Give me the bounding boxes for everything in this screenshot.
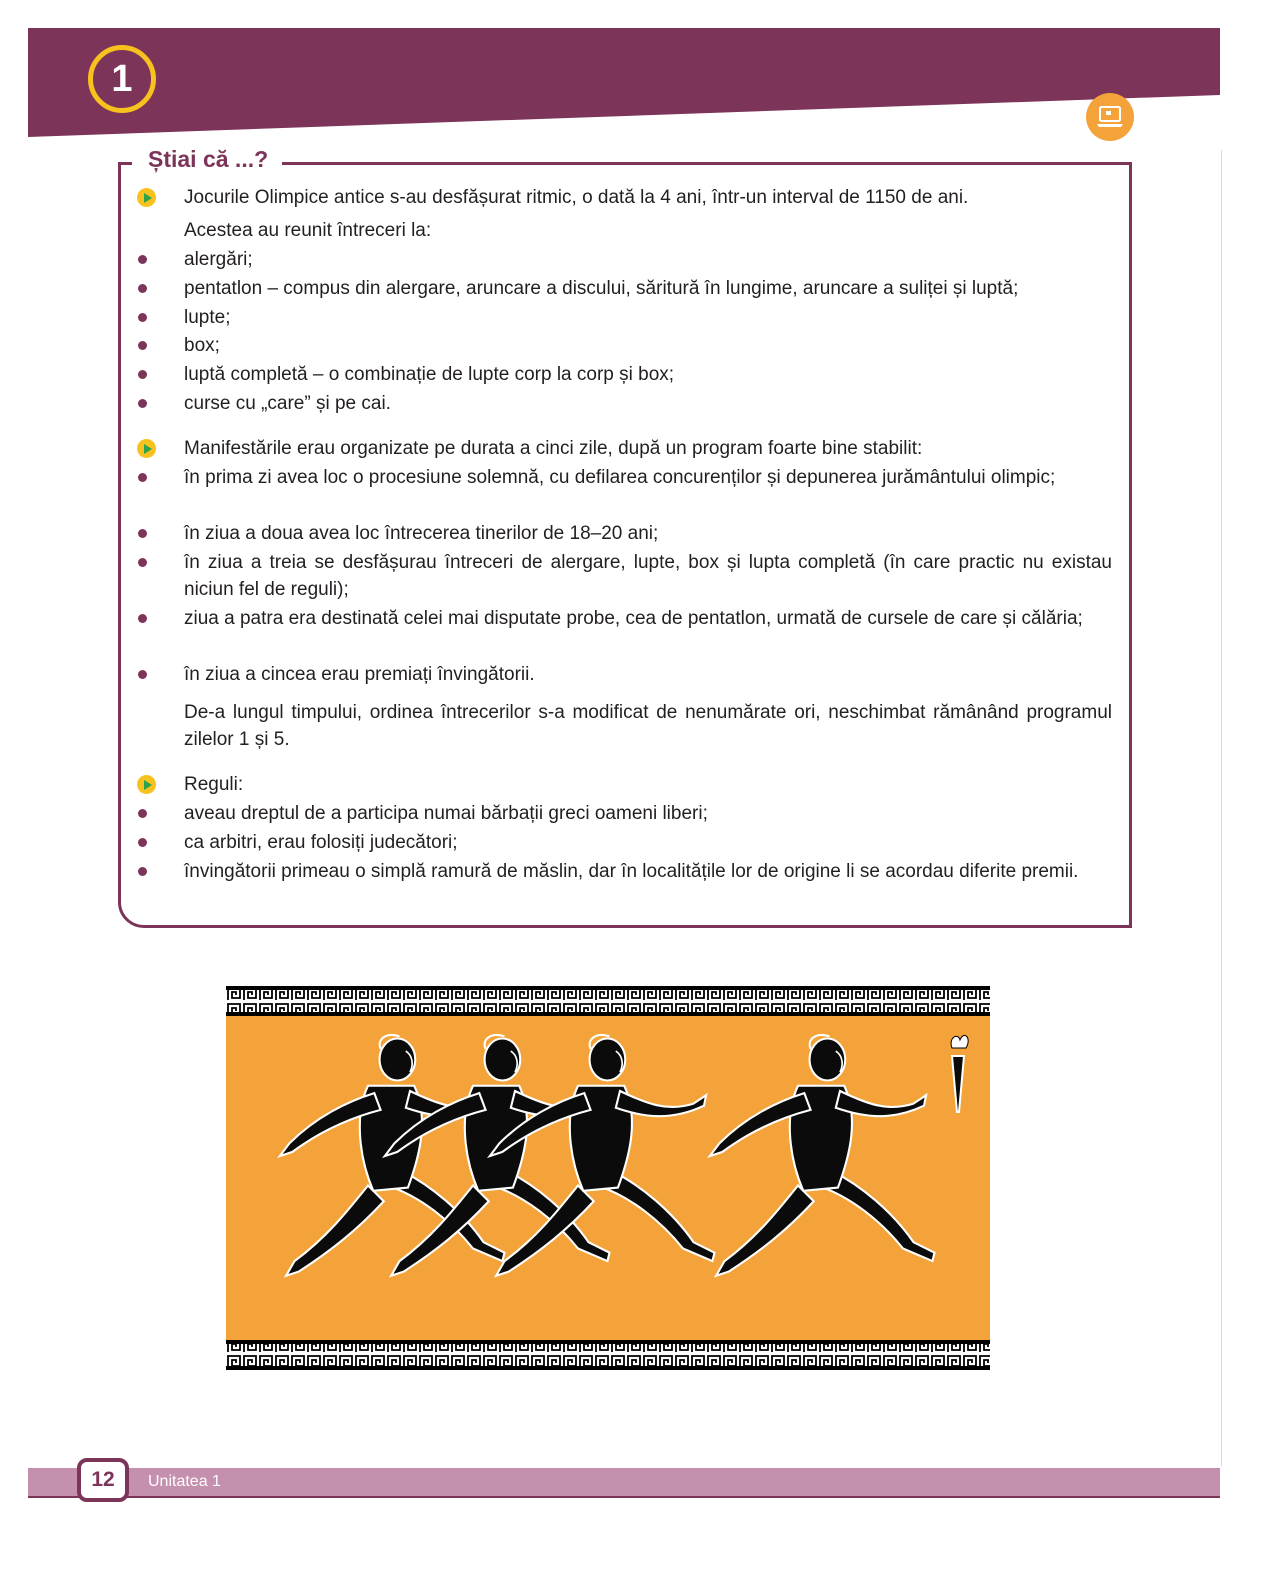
bullet-icon: [138, 341, 147, 350]
box-title-tick: [118, 162, 132, 165]
list-item: box;: [184, 335, 220, 356]
list-item: în ziua a treia se desfășurau întreceri de alergare, lupte, box și lupta completă (în care practic nu existau niciun fel de reguli);: [184, 552, 1112, 600]
list-item: alergări;: [184, 249, 253, 270]
paragraph: Reguli:: [184, 774, 244, 795]
greek-runners-illustration: [226, 986, 990, 1370]
list-item: aveau dreptul de a participa numai bărbații greci oameni liberi;: [184, 803, 708, 824]
unit-label: Unitatea 1: [148, 1473, 221, 1490]
bullet-icon: [138, 529, 147, 538]
list-item: ca arbitri, erau folosiți judecători;: [184, 832, 458, 853]
list-item: lupte;: [184, 307, 231, 328]
paragraph: Acestea au reunit întreceri la:: [184, 220, 432, 241]
page-margin-rule: [1221, 150, 1222, 1466]
footer-line: [28, 1496, 1220, 1498]
bullet-icon: [138, 670, 147, 679]
page-number: 12: [77, 1458, 129, 1502]
box-title: Știai că ...?: [132, 145, 282, 173]
paragraph: Jocurile Olimpice antice s-au desfășurat ritmic, o dată la 4 ani, într-un interval de 1150 de ani.: [184, 187, 969, 208]
list-item: ziua a patra era destinată celei mai disputate probe, cea de pentatlon, urmată de cursele de care și călăria;: [184, 608, 1083, 629]
bullet-icon: [138, 284, 147, 293]
list-item: în ziua a doua avea loc întrecerea tinerilor de 18–20 ani;: [184, 523, 659, 544]
bullet-icon: [138, 473, 147, 482]
play-bullet-icon: [137, 188, 156, 207]
unit-number-badge: 1: [88, 45, 156, 113]
bullet-icon: [138, 558, 147, 567]
list-item: pentatlon – compus din alergare, aruncare a discului, săritură în lungime, aruncare a suliței și luptă;: [184, 278, 1019, 299]
laptop-icon: [1086, 93, 1134, 141]
play-bullet-icon: [137, 439, 156, 458]
bullet-icon: [138, 399, 147, 408]
paragraph: De-a lungul timpului, ordinea întrecerilor s-a modificat de nenumărate ori, neschimbat rămânând programul zilelor 1 și 5.: [184, 702, 1112, 750]
header-band: [0, 0, 1270, 150]
list-item: în prima zi avea loc o procesiune solemnă, cu defilarea concurenților și depunerea jurământului olimpic;: [184, 467, 1056, 488]
list-item: în ziua a cincea erau premiați învingătorii.: [184, 664, 535, 685]
play-bullet-icon: [137, 775, 156, 794]
bullet-icon: [138, 614, 147, 623]
list-item: curse cu „care” și pe cai.: [184, 393, 391, 414]
bullet-icon: [138, 370, 147, 379]
bullet-icon: [138, 867, 147, 876]
bullet-icon: [138, 838, 147, 847]
bullet-icon: [138, 809, 147, 818]
list-item: învingătorii primeau o simplă ramură de măslin, dar în localitățile lor de origine li se acordau diferite premii.: [184, 861, 1079, 882]
bullet-icon: [138, 313, 147, 322]
bullet-icon: [138, 255, 147, 264]
list-item: luptă completă – o combinație de lupte corp la corp și box;: [184, 364, 675, 385]
paragraph: Manifestările erau organizate pe durata a cinci zile, după un program foarte bine stabilit:: [184, 438, 923, 459]
